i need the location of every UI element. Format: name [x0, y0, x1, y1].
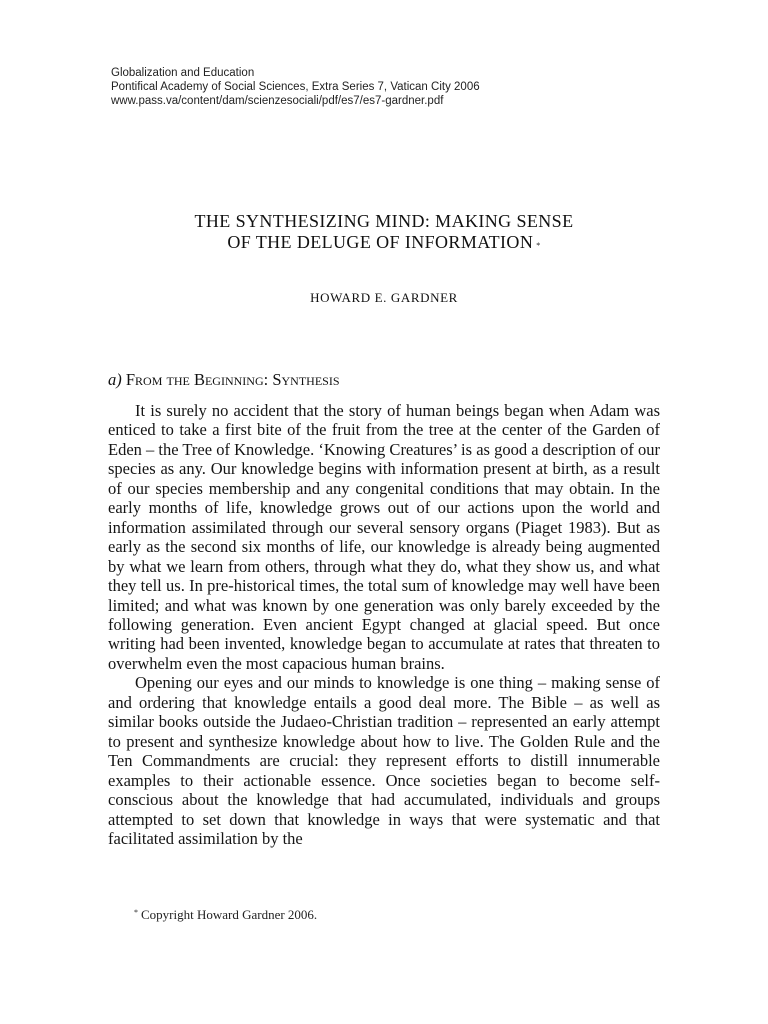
- article-title-line-2-text: OF THE DELUGE OF INFORMATION: [227, 232, 534, 252]
- title-footnote-mark: *: [536, 241, 541, 250]
- section-letter: a): [108, 370, 122, 389]
- footnote-text: Copyright Howard Gardner 2006.: [141, 907, 318, 922]
- publication-title: Globalization and Education: [111, 67, 255, 79]
- author-name: HOWARD E. GARDNER: [310, 290, 458, 305]
- publication-series: Pontifical Academy of Social Sciences, Extra Series 7, Vatican City 2006: [111, 81, 480, 93]
- footnote-mark: *: [134, 908, 138, 917]
- article-title-line-1: THE SYNTHESIZING MIND: MAKING SENSE: [194, 211, 574, 231]
- article-body: [108, 401, 660, 848]
- section-heading: [108, 370, 340, 390]
- publication-url: www.pass.va/content/dam/scienzesociali/pdf/es7/es7-gardner.pdf: [111, 95, 444, 107]
- article-title-line-2: [0, 232, 768, 253]
- paragraph-1: It is surely no accident that the story of human beings began when Adam was enticed to take a first bite of the fruit from the tree at the center of the Garden of Eden – the Tree of Knowledge. ‘Knowing Creatures’ is as good a description of our species as any. Our knowledge begins with information present at birth, as a result of our species membership and any congenital conditions that may obtain. In the early months of life, knowledge grows out of our actions upon the world and information assimilated through our several sensory organs (Piaget 1983). But as early as the second six months of life, our knowledge is already being augmented by what we learn from others, through what they do, what they show us, and what they tell us. In pre-historical times, the total sum of knowledge may well have been limited; and what was known by one generation was only barely exceeded by the following generation. Even ancient Egypt changed at glacial speed. But once writing had been invented, knowledge began to accumulate at rates that threaten to overwhelm even the most capacious human brains.: [108, 401, 660, 673]
- article-title: [0, 211, 768, 253]
- footnote: [134, 907, 317, 923]
- section-title: From the Beginning: Synthesis: [125, 370, 340, 389]
- publication-header: [111, 66, 480, 108]
- paragraph-2: Opening our eyes and our minds to knowledge is one thing – making sense of and ordering that knowledge entails a good deal more. The Bible – as well as similar books outside the Judaeo-Christian tradition – represented an early attempt to present and synthesize knowledge about how to live. The Golden Rule and the Ten Commandments are crucial: they represent efforts to distill innumerable examples to their actionable essence. Once societies began to become self-conscious about the knowledge that had accumulated, individuals and groups attempted to set down that knowledge in ways that were systematic and that facilitated assimilation by the: [108, 673, 660, 848]
